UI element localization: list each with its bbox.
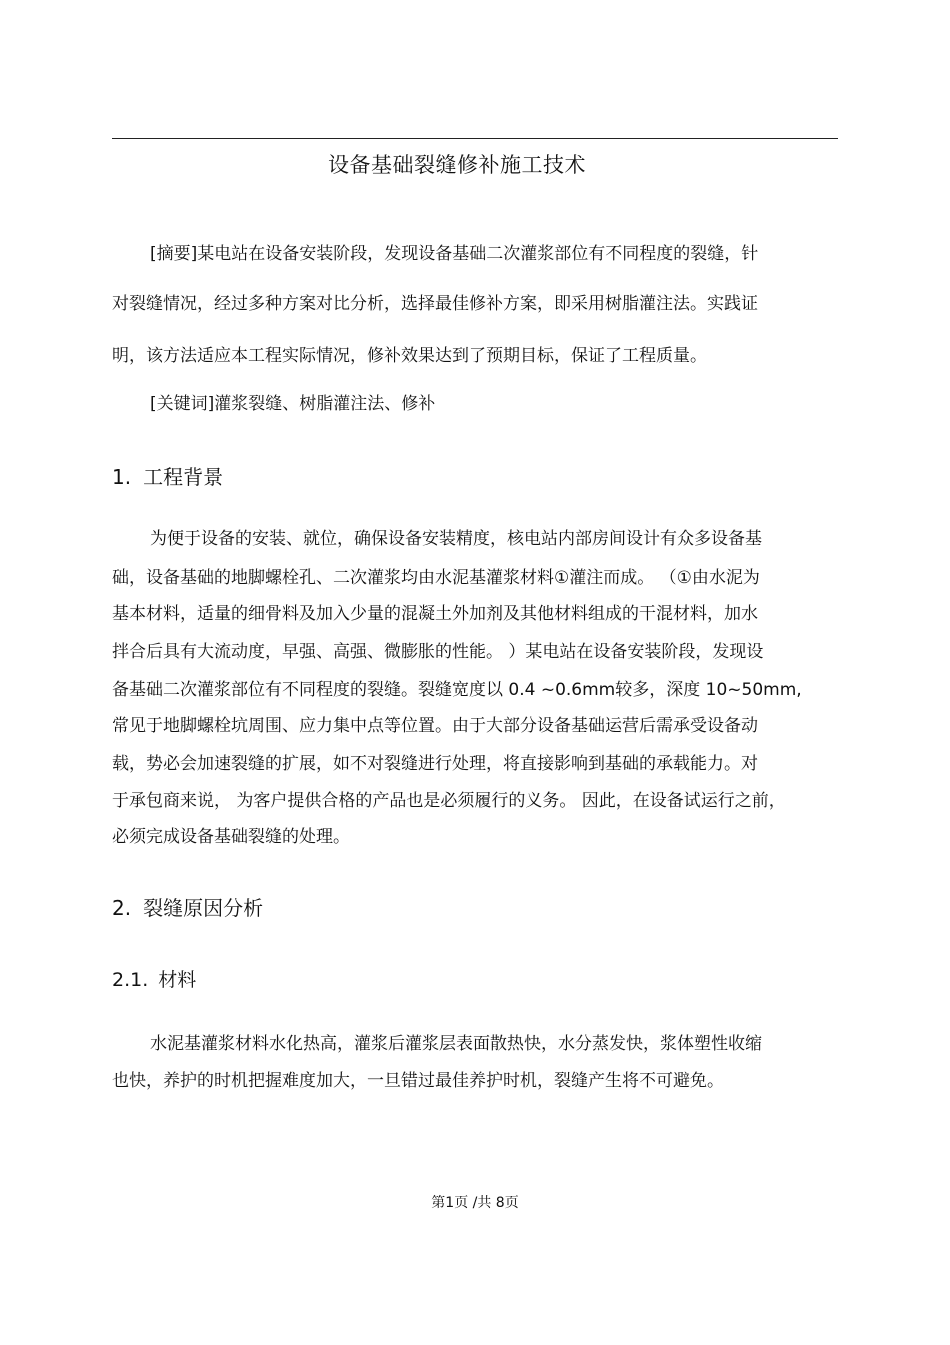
section-title: 工程背景 [143,465,224,489]
section-title: 裂缝原因分析 [143,896,264,920]
abstract-line: [摘要]某电站在设备安装阶段，发现设备基础二次灌浆部位有不同程度的裂缝，针 [150,244,759,264]
subsection-title: 材料 [158,969,197,991]
section-1-heading [112,462,223,492]
abstract-line: 对裂缝情况，经过多种方案对比分析，选择最佳修补方案，即采用树脂灌注法。实践证 [112,294,758,314]
top-rule [112,138,838,139]
document-title: 设备基础裂缝修补施工技术 [328,153,586,177]
subsection-number: 2.1. [112,969,149,991]
abstract-line: 明，该方法适应本工程实际情况，修补效果达到了预期目标，保证了工程质量。 [112,346,707,366]
section-number: 2. [112,896,132,920]
body-line: 水泥基灌浆材料水化热高，灌浆后灌浆层表面散热快，水分蒸发快，浆体塑性收缩 [150,1034,762,1054]
section-2-heading [112,893,263,923]
body-line: 备基础二次灌浆部位有不同程度的裂缝。裂缝宽度以 0.4 ~0.6mm较多，深度 10~50mm, [112,680,802,700]
body-line: 载，势必会加速裂缝的扩展，如不对裂缝进行处理，将直接影响到基础的承载能力。对 [112,754,758,774]
body-line: 拌合后具有大流动度，早强、高强、微膨胀的性能。 ）某电站在设备安装阶段，发现设 [112,642,764,662]
body-line: 必须完成设备基础裂缝的处理。 [112,827,350,847]
body-line: 常见于地脚螺栓坑周围、应力集中点等位置。由于大部分设备基础运营后需承受设备动 [112,716,758,736]
body-line: 也快，养护的时机把握难度加大，一旦错过最佳养护时机，裂缝产生将不可避免。 [112,1071,724,1091]
body-line: 于承包商来说， 为客户提供合格的产品也是必须履行的义务。 因此，在设备试运行之前， [112,791,786,811]
body-line: 为便于设备的安装、就位，确保设备安装精度，核电站内部房间设计有众多设备基 [150,529,762,549]
section-number: 1. [112,465,132,489]
section-2-1-heading [112,966,196,994]
body-line: 础，设备基础的地脚螺栓孔、二次灌浆均由水泥基灌浆材料①灌注而成。 （①由水泥为 [112,568,760,588]
body-line: 基本材料，适量的细骨料及加入少量的混凝土外加剂及其他材料组成的干混材料，加水 [112,604,758,624]
keywords-line: [关键词]灌浆裂缝、树脂灌注法、修补 [150,394,436,414]
page-footer: 第1页 /共 8页 [431,1195,519,1211]
